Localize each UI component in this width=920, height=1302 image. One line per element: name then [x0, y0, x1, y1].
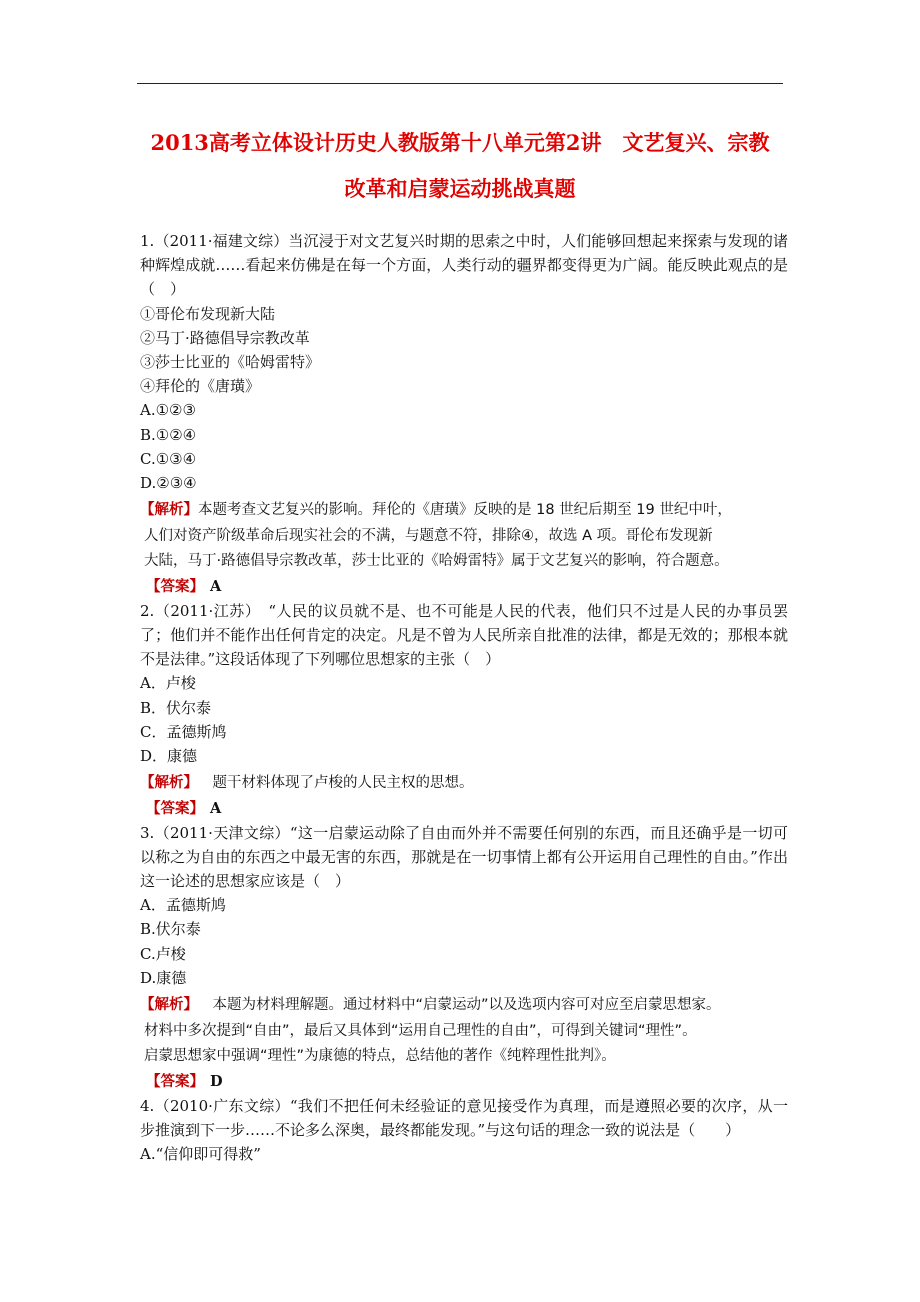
analysis-line: 启蒙思想家中强调“理性”为康德的特点，总结他的著作《纯粹理性批判》。: [144, 1048, 616, 1065]
answer-value: A: [210, 577, 222, 595]
question-item: ③莎士比亚的《哈姆雷特》: [140, 353, 321, 372]
question-item: ④拜伦的《唐璜》: [140, 377, 261, 396]
answer-option: A．卢梭: [140, 674, 196, 693]
question-item: ②马丁·路德倡导宗教改革: [140, 328, 310, 347]
analysis-line: 题干材料体现了卢梭的人民主权的思想。: [212, 775, 474, 792]
analysis-label: 【解析】: [140, 775, 198, 792]
analysis-block: [140, 993, 788, 1070]
analysis-line: 人们对资产阶级革命后现实社会的不满，与题意不符，排除④，故选 A 项。哥伦布发现新: [144, 527, 713, 544]
analysis-line: 本题考查文艺复兴的影响。拜伦的《唐璜》反映的是 18 世纪后期至 19 世纪中叶，: [198, 502, 732, 519]
question-stem: 1.（2011·福建文综）当沉浸于对文艺复兴时期的思索之中时，人们能够回想起来探索与发现的诸种辉煌成就……看起来仿佛是在每一个方面，人类行动的疆界都变得更为广阔。能反映此观点的是（ ）: [140, 232, 788, 299]
question-3: [140, 821, 788, 1094]
questions-body: [140, 229, 788, 1166]
analysis-label: 【解析】: [140, 997, 198, 1014]
question-stem: 2.（2011·江苏） “人民的议员就不是、也不可能是人民的代表，他们只不过是人民的办事员罢了；他们并不能作出任何肯定的决定。凡是不曾为人民所亲自批准的法律，都是无效的；那根本就不是法律。”这段话体现了下列哪位思想家的主张（ ）: [140, 601, 788, 669]
answer-label: 【答案】: [146, 578, 204, 595]
answer-value: D: [210, 1072, 223, 1090]
analysis-line: 本题为材料理解题。通过材料中“启蒙运动”以及选项内容可对应至启蒙思想家。: [212, 997, 721, 1014]
analysis-label: 【解析】: [140, 502, 198, 519]
answer-option: C．孟德斯鸠: [140, 722, 227, 741]
title-line-1: 2013高考立体设计历史人教版第十八单元第2讲 文艺复兴、宗教: [150, 130, 770, 155]
document-title: [130, 120, 790, 212]
answer-label: 【答案】: [146, 1073, 204, 1090]
answer-option: D.②③④: [140, 474, 197, 493]
answer-option: D．康德: [140, 746, 198, 765]
answer-option: D.康德: [140, 968, 187, 987]
question-stem: 3.（2011·天津文综）“这一启蒙运动除了自由而外并不需要任何别的东西，而且还确乎是一切可以称之为自由的东西之中最无害的东西，那就是在一切事情上都有公开运用自己理性的自由。”作出这一论述的思想家应该是（ ）: [140, 823, 788, 891]
question-4: [140, 1094, 788, 1167]
answer-option: A.“信仰即可得救”: [140, 1144, 261, 1163]
answer-option: B．伏尔泰: [140, 698, 212, 717]
question-stem: 4.（2010·广东文综）“我们不把任何未经验证的意见接受作为真理，而是遵照必要的次序，从一步推演到下一步……不论多么深奥，最终都能发现。”与这句话的理念一致的说法是（ ）: [140, 1096, 788, 1139]
answer-label: 【答案】: [146, 800, 204, 817]
answer-option: A．孟德斯鸠: [140, 896, 226, 915]
answer-option: B.①②④: [140, 425, 197, 444]
question-2: [140, 599, 788, 821]
analysis-line: 材料中多次提到“自由”，最后又具体到“运用自己理性的自由”，可得到关键词“理性”。: [144, 1022, 697, 1039]
analysis-line: 大陆，马丁·路德倡导宗教改革，莎士比亚的《哈姆雷特》属于文艺复兴的影响，符合题意。: [144, 553, 729, 570]
answer-option: C.卢梭: [140, 944, 186, 963]
header-rule: [137, 83, 783, 84]
title-line-2: 改革和启蒙运动挑战真题: [344, 176, 576, 201]
answer-block: [140, 797, 788, 821]
answer-block: [140, 575, 788, 599]
analysis-block: [140, 771, 788, 797]
answer-option: B.伏尔泰: [140, 920, 201, 939]
question-item: ①哥伦布发现新大陆: [140, 304, 276, 323]
answer-option: C.①③④: [140, 449, 197, 468]
analysis-block: [140, 498, 788, 575]
answer-value: A: [210, 799, 222, 817]
question-1: [140, 229, 788, 599]
answer-option: A.①②③: [140, 401, 196, 420]
answer-block: [140, 1070, 788, 1094]
